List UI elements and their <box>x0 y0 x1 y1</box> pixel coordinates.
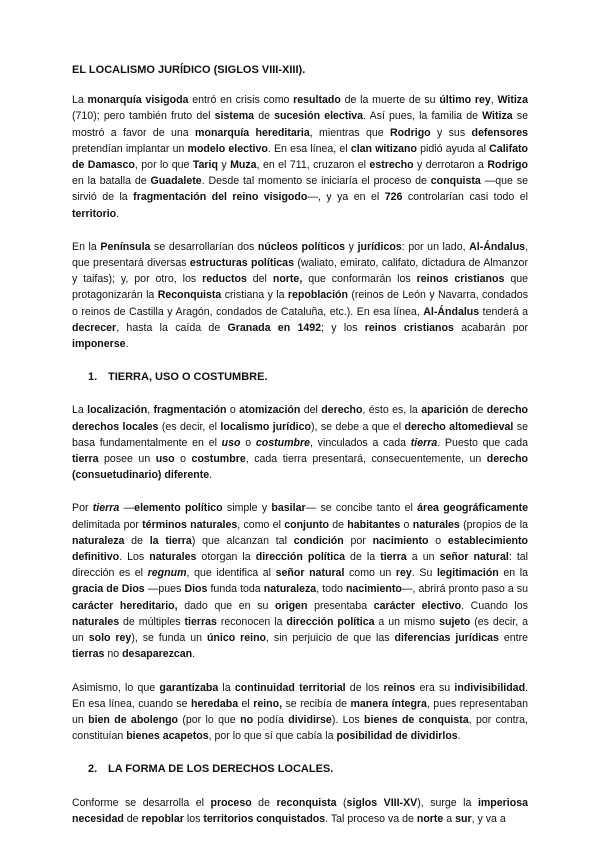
body-text: funda toda <box>207 583 264 596</box>
emphasis-text: repoblar <box>141 812 184 825</box>
body-text: Asimismo, lo que <box>72 681 160 694</box>
emphasis-text: origen <box>275 599 308 612</box>
emphasis-text: Al-Ándalus <box>423 305 480 318</box>
body-text: de <box>251 796 277 809</box>
emphasis-text: Tariq <box>192 159 218 172</box>
emphasis-text: solo rey <box>88 632 132 645</box>
emphasis-text: desaparezcan <box>122 648 193 661</box>
emphasis-text: carácter electivo <box>373 599 462 612</box>
emphasis-text: nacimiento <box>372 534 429 547</box>
emphasis-text: no <box>240 713 254 726</box>
body-text: (710); pero también fruto del <box>72 110 215 123</box>
body-text: , cada tierra presentará, consecuentemente, un <box>245 453 487 466</box>
emphasis-text: único reino <box>206 632 267 645</box>
body-text: —, abrirá pronto paso a su <box>401 583 529 596</box>
body-text: pretendían implantar un <box>72 142 188 155</box>
emphasis-text: reinos cristianos <box>364 321 454 334</box>
body-text: de la muerte de su <box>340 94 440 107</box>
body-text: dado que en su <box>177 599 276 612</box>
emphasis-text: norte <box>416 812 444 825</box>
body-text: — <box>119 502 135 515</box>
emphasis-text: diferencias jurídicas <box>394 632 499 645</box>
body-text: Conforme se desarrolla el <box>72 796 211 809</box>
body-text: a un <box>406 551 440 564</box>
emphasis-text: heredaba <box>191 697 239 710</box>
body-text: posee un <box>98 453 156 466</box>
body-text: se basa fundamentalmente en el <box>72 420 528 449</box>
body-text: , y va a <box>471 812 506 825</box>
body-text: ) que alcanzan tal <box>191 534 294 547</box>
body-text: , pues representaban un <box>72 697 529 726</box>
emphasis-text: carácter hereditario, <box>72 599 178 612</box>
emphasis-text: uso <box>221 436 241 449</box>
emphasis-text: dividirse <box>288 713 332 726</box>
body-text: la <box>218 681 235 694</box>
emphasis-text: área geográficamente <box>417 502 528 515</box>
section-heading <box>88 761 528 777</box>
paragraph <box>72 239 528 352</box>
body-text: pidió ayuda al <box>416 142 490 155</box>
emphasis-text: garantizaba <box>159 681 219 694</box>
body-text: los <box>183 812 204 825</box>
emphasis-text: imponerse <box>72 338 126 351</box>
body-text: el <box>238 697 254 710</box>
emphasis-text: Al-Ándalus <box>469 240 526 253</box>
body-text: del <box>300 404 322 417</box>
body-text: , por lo que sí que cabía la <box>208 730 337 743</box>
emphasis-text: bien de abolengo <box>88 713 179 726</box>
emphasis-text: naturales <box>412 518 460 531</box>
emphasis-text: proceso <box>210 796 252 809</box>
body-text: , todo <box>316 583 346 596</box>
emphasis-text: términos naturales <box>142 518 238 531</box>
emphasis-text: fragmentación <box>153 404 227 417</box>
emphasis-text: naturales <box>72 615 120 628</box>
body-text: de <box>254 110 275 123</box>
body-text: . Puesto que cada <box>437 436 529 449</box>
body-text: a <box>443 812 456 825</box>
body-text: reconocen la <box>216 615 287 628</box>
emphasis-text: tierra <box>72 453 99 466</box>
emphasis-text: elemento político <box>134 502 223 515</box>
body-text: de <box>123 812 142 825</box>
body-text: . <box>209 469 213 482</box>
emphasis-text: reductos <box>202 273 247 286</box>
paragraph <box>72 402 528 483</box>
body-text: otorgan la <box>196 551 256 564</box>
emphasis-text: uso <box>155 453 175 466</box>
emphasis-text: decrecer <box>72 321 117 334</box>
emphasis-text: territorio <box>72 207 117 220</box>
body-text: delimitada por <box>72 518 143 531</box>
body-text: era su <box>415 681 455 694</box>
body-text: podía <box>253 713 289 726</box>
body-text: . Los <box>119 551 150 564</box>
body-text: o <box>428 534 448 547</box>
emphasis-text: monarquía visigoda <box>87 94 189 107</box>
body-text: , que presentará diversas <box>72 240 529 270</box>
body-text: y derrotaron a <box>413 159 488 172</box>
body-text: ), se funda un <box>131 632 207 645</box>
emphasis-text: Dios <box>184 583 208 596</box>
emphasis-text: regnum <box>147 567 187 580</box>
body-text: La <box>72 404 88 417</box>
emphasis-text: condición <box>293 534 344 547</box>
emphasis-text: costumbre <box>191 453 246 466</box>
body-text: . Así pues, la familia de <box>363 110 483 123</box>
body-text: se mostró a favor de una <box>72 110 528 139</box>
body-text: cristiana y la <box>221 289 288 302</box>
body-text: en la batalla de <box>72 175 151 188</box>
body-text: y <box>345 240 358 253</box>
emphasis-text: localización <box>87 404 148 417</box>
body-text: o <box>400 518 413 531</box>
emphasis-text: gracia de Dios <box>72 583 145 596</box>
body-text: del <box>246 273 273 286</box>
emphasis-text: atomización <box>239 404 301 417</box>
body-text: tenderá a <box>479 305 528 318</box>
emphasis-text: basilar <box>271 502 306 515</box>
body-text: . En esa línea, el <box>267 142 351 155</box>
body-text: , sin perjuicio de que las <box>266 632 395 645</box>
emphasis-text: reino, <box>253 697 283 710</box>
body-text: , mientras que <box>309 126 391 139</box>
emphasis-text: señor natural <box>275 567 345 580</box>
emphasis-text: reconquista <box>276 796 337 809</box>
body-text: que conformarán los <box>302 273 417 286</box>
emphasis-text: la tierra <box>149 534 192 547</box>
body-text: (waliato, emirato, califato, dictadura de Almanzor y taifas); y, por otro, los <box>72 257 528 286</box>
emphasis-text: indivisibilidad <box>454 681 526 694</box>
emphasis-text: reinos <box>383 681 416 694</box>
emphasis-text: sur <box>455 812 472 825</box>
emphasis-text: monarquía hereditaria <box>195 126 310 139</box>
emphasis-text: establecimiento definitivo <box>72 534 528 564</box>
body-text: —que se sirvió de la <box>72 175 528 204</box>
section-title: TIERRA, USO O COSTUMBRE. <box>108 371 268 384</box>
body-text: se recibía de <box>282 697 351 710</box>
emphasis-text: aparición <box>421 404 469 417</box>
body-text: acabarán por <box>453 321 529 334</box>
paragraph <box>72 795 528 827</box>
emphasis-text: resultado <box>293 94 341 107</box>
body-text: En la <box>72 240 101 253</box>
body-text: ), surge la <box>417 796 478 809</box>
body-text: , que identifica al <box>186 567 276 580</box>
emphasis-text: dirección política <box>286 615 375 628</box>
body-text: como un <box>344 567 396 580</box>
body-text: de la <box>344 551 381 564</box>
emphasis-text: clan witizano <box>350 142 417 155</box>
body-text: simple y <box>222 502 272 515</box>
emphasis-text: repoblación <box>287 289 348 302</box>
emphasis-text: 726 <box>384 191 403 204</box>
emphasis-text: imperiosa necesidad <box>72 796 528 825</box>
body-text: entró en crisis como <box>188 94 294 107</box>
body-text: que protagonizarán la <box>72 273 528 302</box>
emphasis-text: sucesión electiva <box>274 110 364 123</box>
body-text: o <box>174 453 192 466</box>
body-text: . Cuando los <box>461 599 528 612</box>
body-text: , vinculados a cada <box>310 436 411 449</box>
body-text: de <box>468 404 487 417</box>
emphasis-text: nacimiento <box>345 583 402 596</box>
body-text: : por un lado, <box>401 240 470 253</box>
emphasis-text: último rey <box>439 94 491 107</box>
paragraph <box>72 92 528 222</box>
body-text: no <box>104 648 123 661</box>
emphasis-text: costumbre <box>255 436 310 449</box>
emphasis-text: Rodrigo <box>487 159 528 172</box>
emphasis-text: Reconquista <box>157 289 222 302</box>
body-text: (propios de la <box>459 518 528 531</box>
emphasis-text: naturaleza <box>72 534 125 547</box>
emphasis-text: tierras <box>184 615 217 628</box>
body-text: y <box>217 159 231 172</box>
body-text: controlarían casi todo el <box>402 191 528 204</box>
emphasis-text: tierra <box>410 436 438 449</box>
body-text: La <box>72 94 88 107</box>
document-page <box>72 62 528 844</box>
body-text: a un mismo <box>374 615 440 628</box>
emphasis-text: manera íntegra <box>350 697 427 710</box>
emphasis-text: dirección política <box>255 551 345 564</box>
emphasis-text: Califato de Damasco <box>72 142 529 172</box>
body-text: —, y ya en el <box>307 191 385 204</box>
emphasis-text: localismo jurídico <box>220 420 311 433</box>
emphasis-text: Granada en 1492 <box>227 321 322 334</box>
section-number: 2. <box>88 763 98 776</box>
emphasis-text: rey <box>395 567 412 580</box>
body-text: de <box>328 518 348 531</box>
emphasis-text: conquista <box>430 175 481 188</box>
emphasis-text: fragmentación del reino visigodo <box>133 191 308 204</box>
emphasis-text: reinos cristianos <box>416 273 505 286</box>
emphasis-text: tierra <box>92 502 120 515</box>
body-text: . <box>116 207 120 220</box>
body-text: (reinos de León y Navarra, condados o reinos de Castilla y Aragón, condados de Cataluña, etc.). En esa línea, <box>72 289 528 318</box>
emphasis-text: naturaleza <box>263 583 317 596</box>
emphasis-text: sujeto <box>439 615 471 628</box>
section-number: 1. <box>88 371 98 384</box>
emphasis-text: Witiza <box>482 110 513 123</box>
body-text: de los <box>345 681 384 694</box>
body-text: , <box>147 404 154 417</box>
body-text: de <box>124 534 150 547</box>
emphasis-text: bienes acapetos <box>126 730 209 743</box>
body-text: ). Los <box>331 713 365 726</box>
document-title: EL LOCALISMO JURÍDICO (SIGLOS VIII-XIII). <box>72 64 306 76</box>
body-text: , <box>490 94 498 107</box>
body-text: por <box>343 534 373 547</box>
emphasis-text: tierra <box>380 551 407 564</box>
body-text: ), se debe a que el <box>310 420 405 433</box>
emphasis-text: modelo electivo <box>187 142 268 155</box>
body-text: entre <box>498 632 529 645</box>
body-text: , como el <box>237 518 285 531</box>
emphasis-text: estrecho <box>369 159 414 172</box>
body-text: en la <box>498 567 529 580</box>
emphasis-text: señor natural <box>439 551 509 564</box>
emphasis-text: jurídicos <box>357 240 402 253</box>
emphasis-text: derechos locales <box>72 420 159 433</box>
body-text: : tal dirección es el <box>72 551 529 580</box>
emphasis-text: defensores <box>471 126 529 139</box>
emphasis-text: bienes de conquista <box>364 713 469 726</box>
emphasis-text: derecho altomedieval <box>404 420 514 433</box>
paragraph <box>72 680 528 745</box>
body-text: . Desde tal momento se iniciaría el proceso de <box>201 175 431 188</box>
emphasis-text: territorios conquistados <box>203 812 326 825</box>
body-text: se desarrollarían dos <box>150 240 258 253</box>
emphasis-text: sistema <box>214 110 255 123</box>
body-text: (es decir, el <box>158 420 221 433</box>
body-text: o <box>226 404 240 417</box>
emphasis-text: posibilidad de dividirlos <box>336 730 458 743</box>
body-text: , ésto es, la <box>362 404 422 417</box>
body-text: . <box>192 648 196 661</box>
body-text: (por lo que <box>178 713 241 726</box>
body-text: ; y los <box>321 321 365 334</box>
body-text: (es decir, a un <box>72 615 528 645</box>
body-text: o <box>240 436 256 449</box>
emphasis-text: estructuras políticas <box>189 257 294 270</box>
body-text: , por lo que <box>134 159 193 172</box>
emphasis-text: tierras <box>72 648 105 661</box>
body-text: de múltiples <box>119 615 185 628</box>
body-text: — se concibe tanto el <box>305 502 418 515</box>
emphasis-text: siglos VIII-XV <box>346 796 418 809</box>
body-text: ( <box>336 796 347 809</box>
body-text: . En esa línea, cuando se <box>72 681 528 710</box>
body-text: , hasta la caída de <box>116 321 228 334</box>
emphasis-text: Witiza <box>497 94 528 107</box>
body-text: —pues <box>144 583 185 596</box>
body-text: Por <box>72 502 93 515</box>
body-text: , por contra, constituían <box>72 713 528 743</box>
section-title: LA FORMA DE LOS DERECHOS LOCALES. <box>108 763 334 776</box>
emphasis-text: legitimación <box>436 567 499 580</box>
body-text: . Su <box>411 567 437 580</box>
emphasis-text: conjunto <box>284 518 329 531</box>
emphasis-text: Península <box>100 240 151 253</box>
emphasis-text: habitantes <box>347 518 401 531</box>
body-text: . <box>125 338 129 351</box>
emphasis-text: Guadalete <box>150 175 202 188</box>
emphasis-text: norte, <box>272 273 303 286</box>
emphasis-text: derecho (consuetudinario) diferente <box>72 453 529 482</box>
emphasis-text: núcleos políticos <box>257 240 346 253</box>
paragraph <box>72 500 528 662</box>
body-text: y sus <box>430 126 472 139</box>
emphasis-text: derecho <box>486 404 529 417</box>
body-text: presentaba <box>307 599 374 612</box>
emphasis-text: Muza <box>230 159 257 172</box>
emphasis-text: continuidad territorial <box>234 681 346 694</box>
body-text: . Tal proceso va de <box>325 812 417 825</box>
body-text: . <box>457 730 461 743</box>
emphasis-text: Rodrigo <box>390 126 431 139</box>
emphasis-text: naturales <box>149 551 197 564</box>
emphasis-text: derecho <box>321 404 363 417</box>
body-text: , en el 711, cruzaron el <box>256 159 370 172</box>
section-heading <box>88 369 528 385</box>
